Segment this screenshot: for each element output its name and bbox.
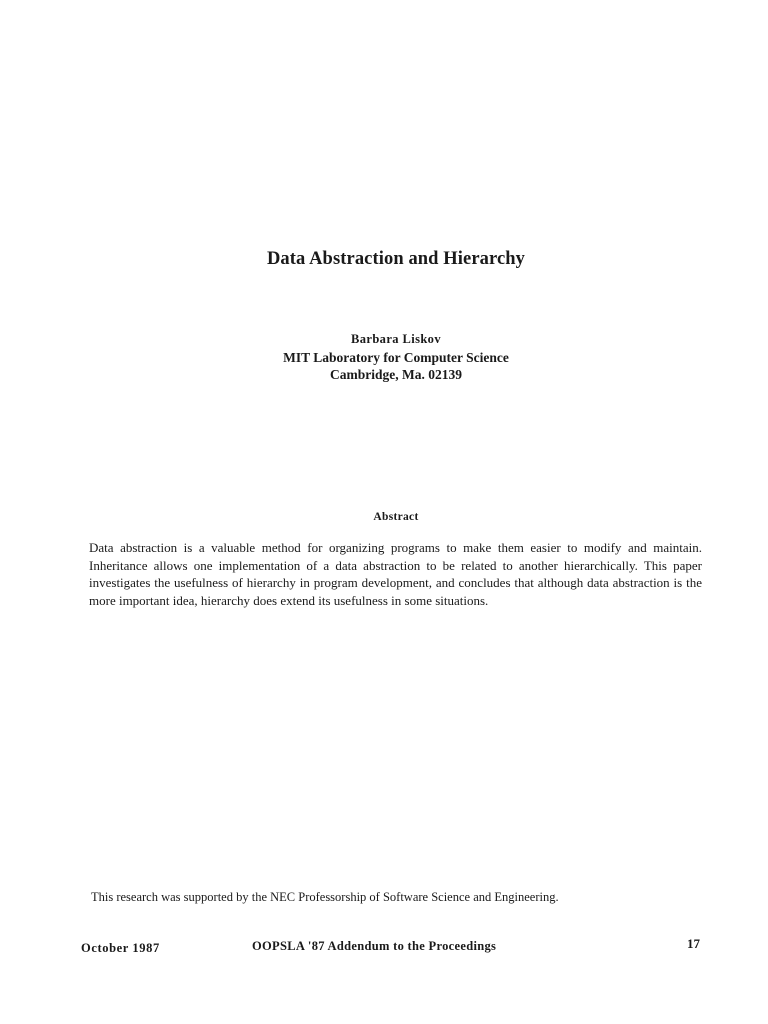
author-affiliation: MIT Laboratory for Computer Science: [283, 349, 509, 365]
author-address: Cambridge, Ma. 02139: [330, 367, 462, 382]
author-block: [0, 331, 768, 384]
page-number: 17: [687, 936, 700, 951]
author-name: Barbara Liskov: [351, 332, 441, 346]
abstract-heading: Abstract: [373, 511, 419, 523]
funding-footnote: This research was supported by the NEC Professorship of Software Science and Engineering.: [91, 890, 559, 904]
footer-venue: OOPSLA '87 Addendum to the Proceedings: [252, 939, 497, 953]
footer-date: October 1987: [81, 941, 160, 955]
abstract-text: Data abstraction is a valuable method for organizing programs to make them easier to modify and maintain. Inheritance allows one implementation of a data abstraction to be related to another hierarchically. This paper investigates the usefulness of hierarchy in program development, and concludes that although data abstraction is the more important idea, hierarchy does extend its usefulness in some situations.: [89, 540, 702, 608]
paper-title: Data Abstraction and Hierarchy: [266, 249, 526, 269]
page-footer: [0, 936, 768, 956]
